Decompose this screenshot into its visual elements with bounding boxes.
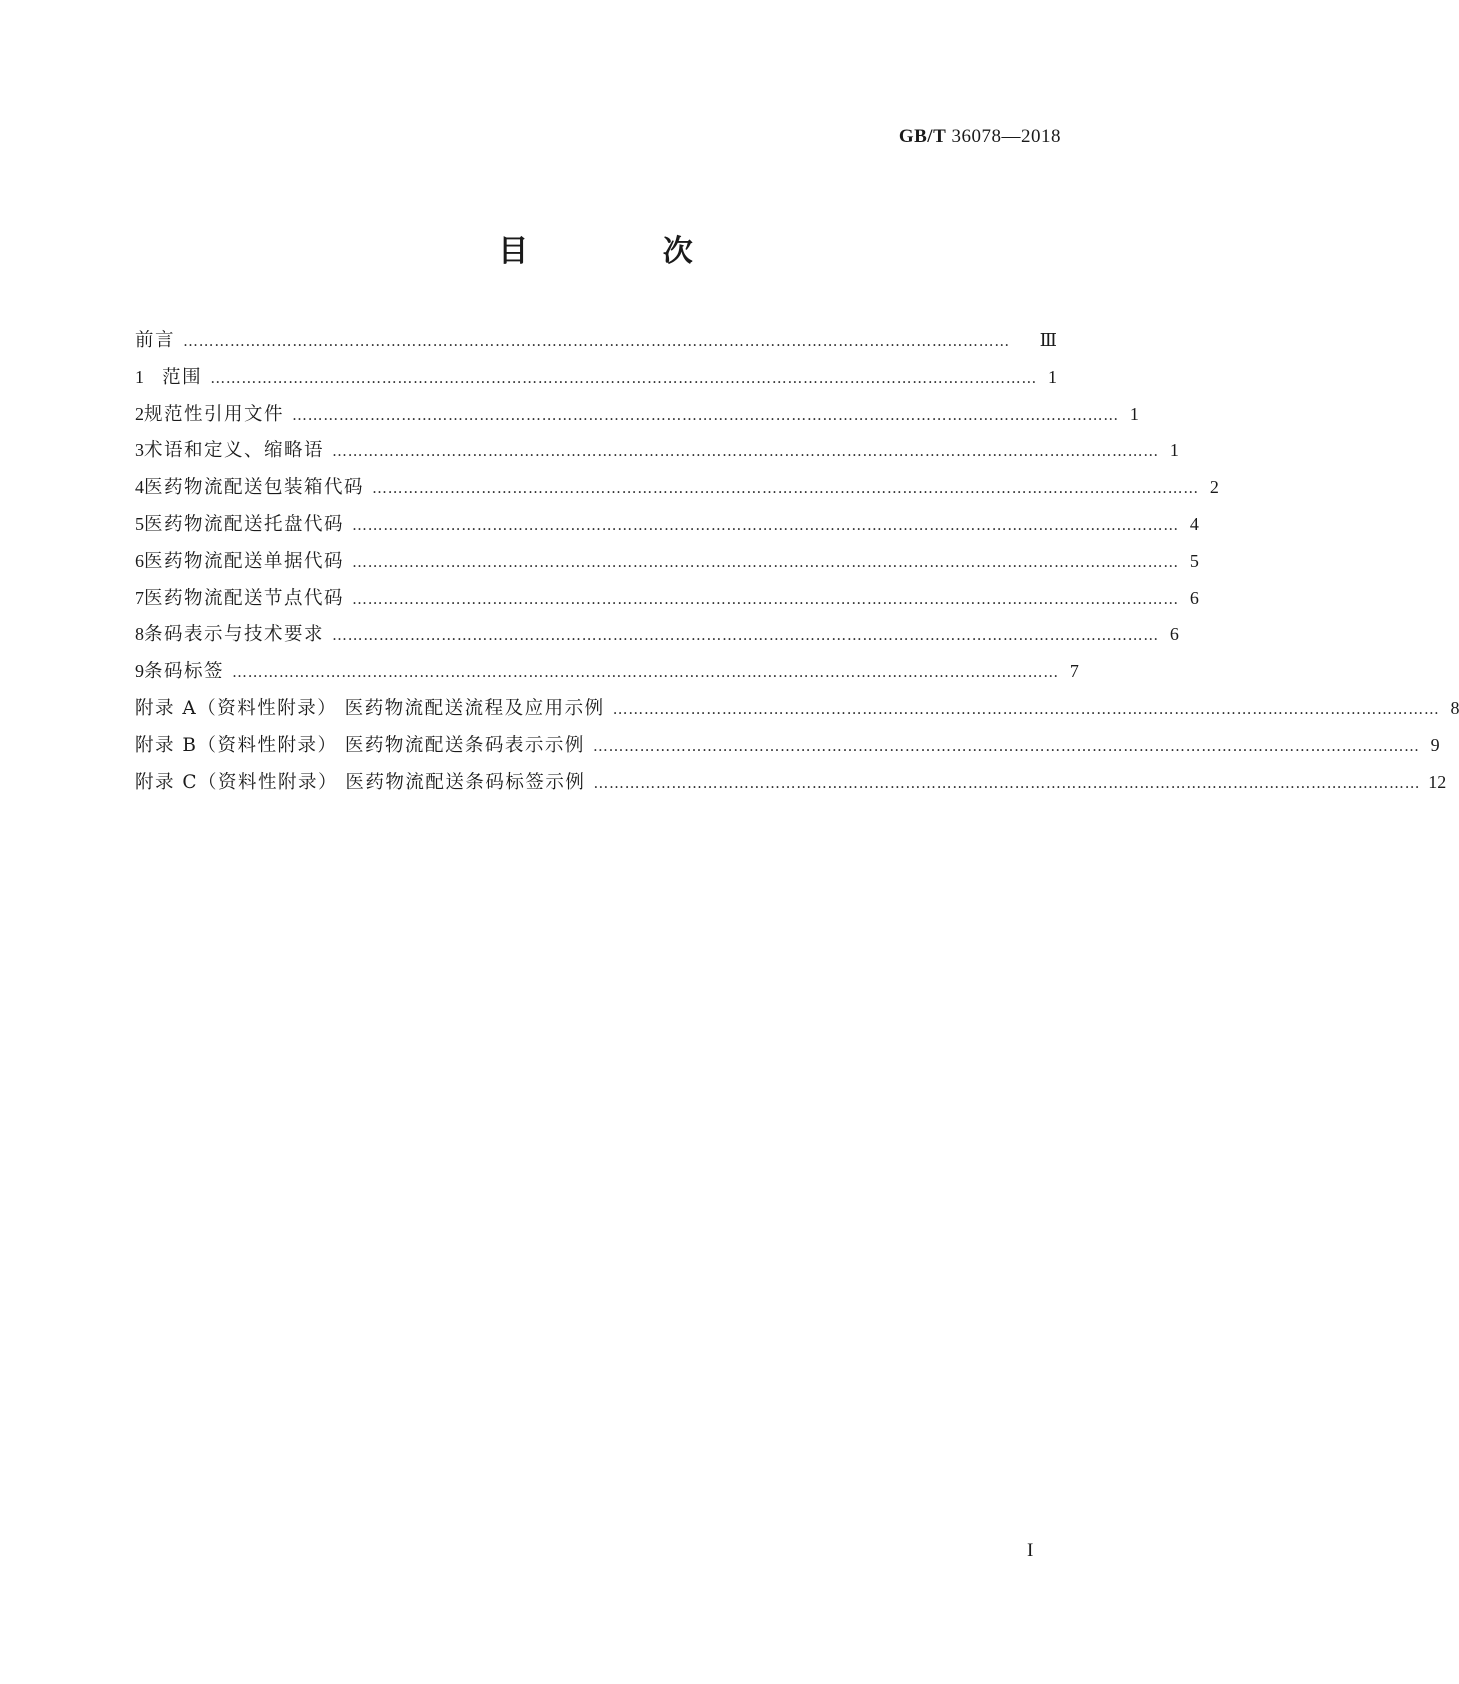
toc-entry-number: 2 [135, 403, 144, 424]
toc-entry-text: 医药物流配送包装箱代码 [144, 477, 365, 499]
toc-entry-text: 前言 [135, 330, 176, 351]
toc-entry-page: 6 [1169, 624, 1179, 645]
toc-entry-text: 医药物流配送托盘代码 [144, 513, 345, 535]
toc-entry-number: 7 [135, 587, 144, 608]
toc-entry-text: 医药物流配送单据代码 [144, 550, 345, 572]
toc-entry-8[interactable] [135, 620, 1179, 657]
toc-entry-page: 4 [1189, 513, 1199, 534]
toc-entry-annex-a[interactable] [135, 694, 1459, 731]
toc-entry-text: 范围 [162, 366, 203, 388]
toc-entry-page: 12 [1428, 771, 1447, 792]
toc-entry-text: 条码表示与技术要求 [144, 624, 325, 646]
standard-code [899, 126, 1061, 148]
toc-entry-5[interactable] [135, 510, 1199, 547]
dot-leader: …………………………………………………………………………………………………………………………………………… [292, 405, 1119, 424]
dot-leader: …………………………………………………………………………………………………………………………………………… [372, 479, 1199, 498]
toc-entry-7[interactable] [135, 584, 1199, 621]
dot-leader: …………………………………………………………………………………………………………………………………………… [210, 368, 1037, 387]
toc-entry-text: 条码标签 [144, 661, 225, 683]
toc-entry-number: 3 [135, 440, 144, 461]
standard-number: 36078—2018 [951, 126, 1061, 147]
toc-entry-annex-c[interactable] [135, 768, 1447, 805]
toc-entry-2[interactable] [135, 400, 1139, 437]
toc-entry-number: 4 [135, 477, 144, 498]
toc-entry-text: 附录 B（资料性附录） 医药物流配送条码表示示例 [135, 734, 585, 756]
toc-entry-6[interactable] [135, 547, 1199, 584]
dot-leader: …………………………………………………………………………………………………………………………………………… [593, 773, 1421, 792]
toc-entry-page: 6 [1189, 587, 1199, 608]
toc-entry-number: 9 [135, 661, 144, 682]
toc-entry-text: 术语和定义、缩略语 [144, 440, 325, 462]
table-of-contents [135, 326, 1459, 804]
toc-entry-text: 附录 A（资料性附录） 医药物流配送流程及应用示例 [135, 697, 605, 719]
toc-entry-annex-b[interactable] [135, 731, 1440, 768]
toc-entry-page: 9 [1430, 734, 1440, 755]
toc-entry-page: 1 [1129, 403, 1139, 424]
toc-entry-page: 7 [1069, 661, 1079, 682]
toc-entry-9[interactable] [135, 657, 1079, 694]
toc-entry-text: 医药物流配送节点代码 [144, 587, 345, 609]
toc-entry-page: 8 [1450, 697, 1459, 718]
toc-entry-number: 1 [135, 366, 144, 387]
toc-entry-page: 2 [1209, 477, 1219, 498]
toc-entry-page: 5 [1189, 550, 1199, 571]
dot-leader: …………………………………………………………………………………………………………………………………………… [332, 442, 1159, 461]
standard-prefix: GB/T [898, 126, 947, 147]
dot-leader: …………………………………………………………………………………………………………………………………………… [183, 332, 1010, 350]
dot-leader: …………………………………………………………………………………………………………………………………………… [592, 736, 1420, 755]
toc-title: 目 次 [498, 234, 755, 269]
toc-entry-3[interactable] [135, 436, 1179, 473]
toc-entry-text: 规范性引用文件 [144, 403, 285, 425]
dot-leader: …………………………………………………………………………………………………………………………………………… [352, 515, 1179, 534]
toc-entry-number: 8 [135, 624, 144, 645]
dot-leader: …………………………………………………………………………………………………………………………………………… [352, 589, 1179, 608]
toc-entry-foreword[interactable] [135, 326, 1057, 363]
dot-leader: …………………………………………………………………………………………………………………………………………… [232, 663, 1059, 682]
toc-entry-number: 5 [135, 513, 144, 534]
toc-entry-1[interactable] [135, 363, 1057, 400]
toc-entry-page: 1 [1169, 440, 1179, 461]
toc-entry-page: Ⅲ [1039, 330, 1057, 350]
dot-leader: …………………………………………………………………………………………………………………………………………… [352, 552, 1179, 571]
toc-entry-text: 附录 C（资料性附录） 医药物流配送条码标签示例 [135, 771, 586, 793]
dot-leader: …………………………………………………………………………………………………………………………………………… [332, 626, 1159, 645]
toc-entry-4[interactable] [135, 473, 1219, 510]
page-number: I [1027, 1540, 1034, 1561]
toc-entry-page: 1 [1048, 366, 1057, 387]
toc-entry-number: 6 [135, 550, 144, 571]
dot-leader: …………………………………………………………………………………………………………………………………………… [612, 699, 1440, 718]
